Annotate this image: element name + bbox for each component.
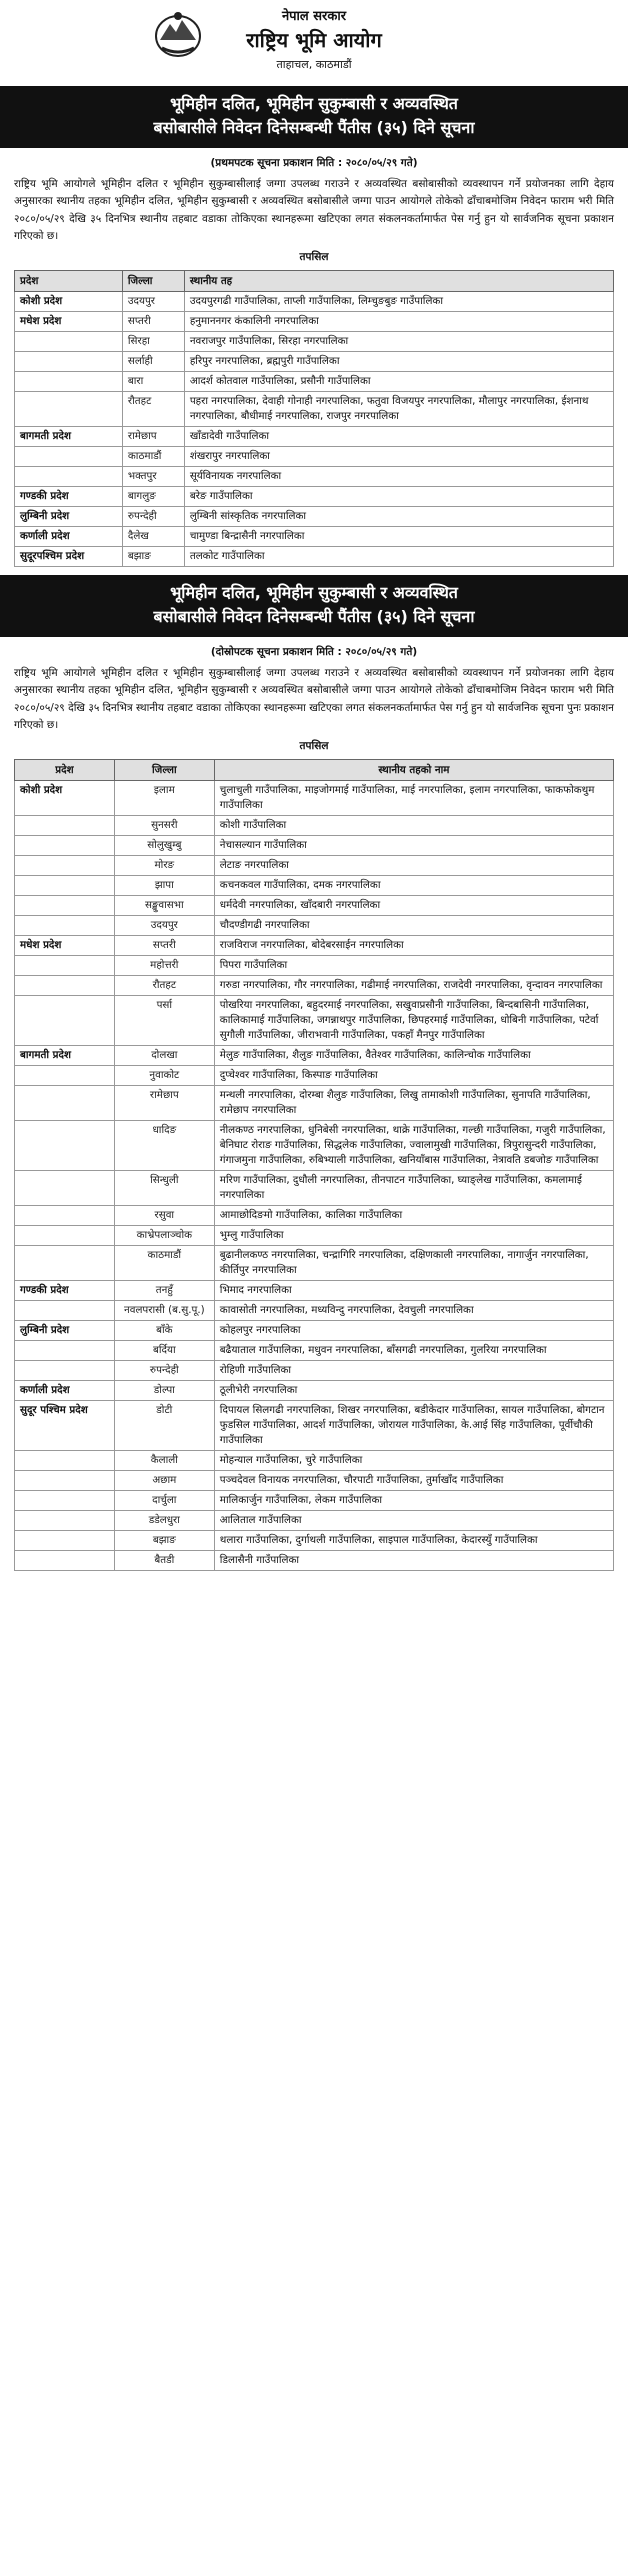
province-cell <box>15 372 123 392</box>
province-cell: सुदूरपश्चिम प्रदेश <box>15 547 123 567</box>
province-cell <box>15 836 115 856</box>
district-cell: दैलेख <box>122 527 184 547</box>
province-cell <box>15 1471 115 1491</box>
district-cell: काठमाडौं <box>114 1246 214 1281</box>
local-level-cell: आदर्श कोतवाल गाउँपालिका, प्रसौनी गाउँपालिका <box>184 372 613 392</box>
local-level-cell: कोहलपुर नगरपालिका <box>214 1321 613 1341</box>
local-level-cell: खाँडादेवी गाउँपालिका <box>184 427 613 447</box>
province-cell <box>15 996 115 1046</box>
district-cell: उदयपुर <box>122 292 184 312</box>
table-row <box>15 1246 614 1281</box>
table-row <box>15 427 614 447</box>
local-level-cell: मालिकार्जुन गाउँपालिका, लेकम गाउँपालिका <box>214 1491 613 1511</box>
local-level-cell: बरेङ गाउँपालिका <box>184 487 613 507</box>
district-cell: सप्तरी <box>114 936 214 956</box>
local-level-cell: पोखरिया नगरपालिका, बहुदरमाई नगरपालिका, सखुवाप्रसौनी गाउँपालिका, बिन्दबासिनी गाउँपालिका, कालिकामाई गाउँपालिका, जगन्नाथपुर गाउँपालिका, छिपहरमाई गाउँपालिका, धोबिनी गाउँपालिका, पटेर्वा सुगौली गाउँपालिका, जीराभवानी गाउँपालिका, पकहाँ मैनपुर गाउँपालिका <box>214 996 613 1046</box>
province-cell: मधेश प्रदेश <box>15 312 123 332</box>
notice-title-line1: भूमिहीन दलित, भूमिहीन सुकुम्बासी र अव्यवस्थित <box>170 583 458 603</box>
table-caption: तपसिल <box>299 740 329 753</box>
district-cell: रामेछाप <box>114 1086 214 1121</box>
table-row <box>15 1301 614 1321</box>
local-level-cell: लुम्बिनी सांस्कृतिक नगरपालिका <box>184 507 613 527</box>
province-cell: कर्णाली प्रदेश <box>15 527 123 547</box>
local-level-cell: मरिण गाउँपालिका, दुधौली नगरपालिका, तीनपाटन गाउँपालिका, घ्याङ्लेख गाउँपालिका, कमलामाई नगरपालिका <box>214 1171 613 1206</box>
district-cell: रसुवा <box>114 1206 214 1226</box>
table-header-cell: स्थानीय तह <box>184 271 613 292</box>
province-cell <box>15 1121 115 1171</box>
province-cell <box>15 1301 115 1321</box>
table-row <box>15 372 614 392</box>
province-cell <box>15 1451 115 1471</box>
notice-title-line2: बसोबासीले निवेदन दिनेसम्बन्धी पैंतीस (३५) दिने सूचना <box>153 607 475 627</box>
table-row <box>15 1226 614 1246</box>
province-cell <box>15 1226 115 1246</box>
local-level-cell: आलिताल गाउँपालिका <box>214 1511 613 1531</box>
district-cell: इलाम <box>114 781 214 816</box>
local-level-cell: डिलासैनी गाउँपालिका <box>214 1551 613 1571</box>
commission-name: राष्ट्रिय भूमि आयोग <box>246 28 382 52</box>
local-level-cell: नीलकण्ठ नगरपालिका, धुनिबेसी नगरपालिका, थाक्रे गाउँपालिका, गल्छी गाउँपालिका, गजुरी गाउँपालिका, बेनिघाट रोराङ गाउँपालिका, सिद्धलेक गाउँपालिका, ज्वालामुखी गाउँपालिका, त्रिपुरासुन्दरी गाउँपालिका, गंगाजमुना गाउँपालिका, रुबिभ्याली गाउँपालिका, खनियाँबास गाउँपालिका, नेत्रावति डबजोङ गाउँपालिका <box>214 1121 613 1171</box>
province-cell: कर्णाली प्रदेश <box>15 1381 115 1401</box>
local-level-cell: ठूलीभेरी नगरपालिका <box>214 1381 613 1401</box>
province-cell <box>15 896 115 916</box>
district-cell: बारा <box>122 372 184 392</box>
district-cell: बझाङ <box>122 547 184 567</box>
notice-title-banner <box>0 86 628 148</box>
district-cell: काभ्रेपलाञ्चोक <box>114 1226 214 1246</box>
table-row <box>15 1171 614 1206</box>
province-cell: लुम्बिनी प्रदेश <box>15 507 123 527</box>
district-cell: रौतहट <box>122 392 184 427</box>
notice-title-line2: बसोबासीले निवेदन दिनेसम्बन्धी पैंतीस (३५) दिने सूचना <box>153 118 475 137</box>
province-cell <box>15 956 115 976</box>
district-cell: काठमाडौं <box>122 447 184 467</box>
local-level-cell: बुढानीलकण्ठ नगरपालिका, चन्द्रागिरि नगरपालिका, दक्षिणकाली नगरपालिका, नागार्जुन नगरपालिका, कीर्तिपुर नगरपालिका <box>214 1246 613 1281</box>
local-level-cell: धर्मदेवी नगरपालिका, खाँदबारी नगरपालिका <box>214 896 613 916</box>
local-level-cell: कचनकवल गाउँपालिका, दमक नगरपालिका <box>214 876 613 896</box>
notice-title-line1: भूमिहीन दलित, भूमिहीन सुकुम्बासी र अव्यवस्थित <box>170 94 458 113</box>
province-cell <box>15 976 115 996</box>
province-cell <box>15 1246 115 1281</box>
province-cell: गण्डकी प्रदेश <box>15 487 123 507</box>
table-row <box>15 312 614 332</box>
district-cell: सप्तरी <box>122 312 184 332</box>
district-cell: अछाम <box>114 1471 214 1491</box>
local-level-cell: तलकोट गाउँपालिका <box>184 547 613 567</box>
province-cell <box>15 447 123 467</box>
notices-container <box>0 86 628 1571</box>
commission-address: ताहाचल, काठमाडौं <box>276 58 352 71</box>
district-cell: दार्चुला <box>114 1491 214 1511</box>
local-level-cell: मन्थली नगरपालिका, दोरम्बा शैलुङ गाउँपालिका, लिखु तामाकोशी गाउँपालिका, सुनापति गाउँपालिका, रामेछाप नगरपालिका <box>214 1086 613 1121</box>
district-cell: डडेलधुरा <box>114 1511 214 1531</box>
table-row <box>15 781 614 816</box>
local-level-cell: पिपरा गाउँपालिका <box>214 956 613 976</box>
table-row <box>15 1451 614 1471</box>
local-level-cell: पञ्चदेवल विनायक नगरपालिका, चौरपाटी गाउँपालिका, तुर्माखाँद गाउँपालिका <box>214 1471 613 1491</box>
table-row <box>15 1086 614 1121</box>
table-header-cell: स्थानीय तहको नाम <box>214 760 613 781</box>
local-level-cell: भुम्लु गाउँपालिका <box>214 1226 613 1246</box>
page-header <box>0 0 628 86</box>
local-level-cell: उदयपुरगढी गाउँपालिका, ताप्ली गाउँपालिका, लिम्चुङबुङ गाउँपालिका <box>184 292 613 312</box>
district-cell: कैलाली <box>114 1451 214 1471</box>
table-row <box>15 1361 614 1381</box>
table-caption: तपसिल <box>299 251 329 264</box>
table-row <box>15 467 614 487</box>
local-level-cell: राजविराज नगरपालिका, बोदेबरसाईन नगरपालिका <box>214 936 613 956</box>
table-row <box>15 527 614 547</box>
local-level-cell: मोहन्याल गाउँपालिका, चुरे गाउँपालिका <box>214 1451 613 1471</box>
local-level-table <box>14 759 614 1571</box>
province-cell <box>15 392 123 427</box>
province-cell <box>15 1511 115 1531</box>
local-level-cell: शंखरापुर नगरपालिका <box>184 447 613 467</box>
district-cell: तनहुँ <box>114 1281 214 1301</box>
table-row <box>15 447 614 467</box>
district-cell: रौतहट <box>114 976 214 996</box>
district-cell: सिरहा <box>122 332 184 352</box>
notice-title-banner <box>0 575 628 637</box>
table-row <box>15 976 614 996</box>
table-header-cell: जिल्ला <box>114 760 214 781</box>
province-cell: बागमती प्रदेश <box>15 427 123 447</box>
table-row <box>15 292 614 312</box>
notice-body: राष्ट्रिय भूमि आयोगले भूमिहीन दलित र भूमिहीन सुकुम्बासीलाई जग्गा उपलब्ध गराउने र अव्यवस्थित बसोबासीको व्यवस्थापन गर्ने प्रयोजनका लागि देहाय अनुसारका स्थानीय तहका भूमिहीन दलित, भूमिहीन सुकुम्बासी र अव्यवस्थित बसोबासीले जग्गा पाउन आयोगले तोकेको ढाँचाबमोजिम निवेदन फाराम भरी मिति २०८०/०५/२९ देखि ३५ दिनभित्र स्थानीय तहबाट वडाका तोकिएका स्थानहरूमा खटिएका लगत संकलनकर्तामार्फत पेस गर्नु हुन यो सार्वजनिक सूचना पुनः प्रकाशन गरिएको छ। <box>14 667 614 732</box>
table-row <box>15 956 614 976</box>
district-cell: सोलुखुम्बु <box>114 836 214 856</box>
local-level-cell: मेलुङ गाउँपालिका, शैलुङ गाउँपालिका, वैतेश्वर गाउँपालिका, कालिन्चोक गाउँपालिका <box>214 1046 613 1066</box>
table-row <box>15 996 614 1046</box>
table-row <box>15 1121 614 1171</box>
province-cell: कोशी प्रदेश <box>15 292 123 312</box>
local-level-cell: चामुण्डा बिन्द्रासैनी नगरपालिका <box>184 527 613 547</box>
local-level-cell: चौदण्डीगढी नगरपालिका <box>214 916 613 936</box>
district-cell: रुपन्देही <box>122 507 184 527</box>
publication-date: (प्रथमपटक सूचना प्रकाशन मिति : २०८०/०५/२९ गते) <box>210 157 418 169</box>
table-row <box>15 896 614 916</box>
local-level-cell: चुलाचुली गाउँपालिका, माइजोगमाई गाउँपालिका, माई नगरपालिका, इलाम नगरपालिका, फाकफोकथुम गाउँपालिका <box>214 781 613 816</box>
table-row <box>15 487 614 507</box>
province-cell <box>15 1551 115 1571</box>
district-cell: मोरङ <box>114 856 214 876</box>
local-level-cell: नवराजपुर गाउँपालिका, सिरहा नगरपालिका <box>184 332 613 352</box>
local-level-cell: गरुडा नगरपालिका, गौर नगरपालिका, गढीमाई नगरपालिका, राजदेवी नगरपालिका, वृन्दावन नगरपालिका <box>214 976 613 996</box>
province-cell <box>15 816 115 836</box>
table-row <box>15 1066 614 1086</box>
table-row <box>15 1381 614 1401</box>
province-cell: लुम्बिनी प्रदेश <box>15 1321 115 1341</box>
local-level-cell: हनुमाननगर कंकालिनी नगरपालिका <box>184 312 613 332</box>
table-row <box>15 392 614 427</box>
local-level-cell: सूर्यविनायक नगरपालिका <box>184 467 613 487</box>
district-cell: सर्लाही <box>122 352 184 372</box>
district-cell: नुवाकोट <box>114 1066 214 1086</box>
province-cell <box>15 856 115 876</box>
notice-section <box>0 86 628 567</box>
local-level-cell: कावासोती नगरपालिका, मध्यविन्दु नगरपालिका, देवचुली नगरपालिका <box>214 1301 613 1321</box>
district-cell: भक्तपुर <box>122 467 184 487</box>
district-cell: बैतडी <box>114 1551 214 1571</box>
local-level-cell: रोहिणी गाउँपालिका <box>214 1361 613 1381</box>
district-cell: नवलपरासी (ब.सु.पू.) <box>114 1301 214 1321</box>
local-level-cell: लेटाङ नगरपालिका <box>214 856 613 876</box>
table-row <box>15 916 614 936</box>
district-cell: बाँके <box>114 1321 214 1341</box>
government-name: नेपाल सरकार <box>281 9 347 24</box>
province-cell <box>15 352 123 372</box>
table-row <box>15 507 614 527</box>
table-row <box>15 1281 614 1301</box>
district-cell: डोल्पा <box>114 1381 214 1401</box>
local-level-cell: दुप्चेश्वर गाउँपालिका, किस्पाङ गाउँपालिका <box>214 1066 613 1086</box>
table-header-cell: जिल्ला <box>122 271 184 292</box>
table-row <box>15 1511 614 1531</box>
table-row <box>15 332 614 352</box>
province-cell: सुदूर पश्चिम प्रदेश <box>15 1401 115 1451</box>
table-row <box>15 1321 614 1341</box>
district-cell: डोटी <box>114 1401 214 1451</box>
local-level-cell: दिपायल सिलगढी नगरपालिका, शिखर नगरपालिका, बडीकेदार गाउँपालिका, सायल गाउँपालिका, बोगटान फुडसिल गाउँपालिका, आदर्श गाउँपालिका, जोरायल गाउँपालिका, के.आई सिंह गाउँपालिका, पूर्वीचौकी गाउँपालिका <box>214 1401 613 1451</box>
local-level-cell: हरिपुर नगरपालिका, ब्रह्मपुरी गाउँपालिका <box>184 352 613 372</box>
table-row <box>15 1491 614 1511</box>
table-row <box>15 816 614 836</box>
district-cell: धादिङ <box>114 1121 214 1171</box>
province-cell <box>15 1066 115 1086</box>
table-row <box>15 1046 614 1066</box>
table-row <box>15 1551 614 1571</box>
table-row <box>15 352 614 372</box>
local-level-cell: नेचासल्यान गाउँपालिका <box>214 836 613 856</box>
table-row <box>15 936 614 956</box>
local-level-cell: पहरा नगरपालिका, देवाही गोनाही नगरपालिका, फतुवा विजयपुर नगरपालिका, मौलापुर नगरपालिका, ईशनाथ नगरपालिका, बौधीमाई नगरपालिका, राजपुर नगरपालिका <box>184 392 613 427</box>
district-cell: बर्दिया <box>114 1341 214 1361</box>
table-row <box>15 856 614 876</box>
publication-date: (दोस्रोपटक सूचना प्रकाशन मिति : २०८०/०५/२९ गते) <box>210 646 418 659</box>
province-cell <box>15 1531 115 1551</box>
table-row <box>15 1531 614 1551</box>
nepal-emblem-icon <box>152 10 204 60</box>
table-row <box>15 1206 614 1226</box>
table-header-row <box>15 760 614 781</box>
province-cell <box>15 332 123 352</box>
local-level-cell: भिमाद नगरपालिका <box>214 1281 613 1301</box>
district-cell: पर्सा <box>114 996 214 1046</box>
province-cell <box>15 1361 115 1381</box>
table-row <box>15 1401 614 1451</box>
local-level-cell: थलारा गाउँपालिका, दुर्गाथली गाउँपालिका, साइपाल गाउँपालिका, केदारस्युँ गाउँपालिका <box>214 1531 613 1551</box>
district-cell: सुनसरी <box>114 816 214 836</box>
district-cell: बागलुङ <box>122 487 184 507</box>
table-header-cell: प्रदेश <box>15 760 115 781</box>
province-cell <box>15 1341 115 1361</box>
province-cell <box>15 467 123 487</box>
district-cell: महोत्तरी <box>114 956 214 976</box>
province-cell: मधेश प्रदेश <box>15 936 115 956</box>
local-level-cell: बढैयाताल गाउँपालिका, मधुवन नगरपालिका, बाँसगढी नगरपालिका, गुलरिया नगरपालिका <box>214 1341 613 1361</box>
local-level-cell: आमाछोदिङमो गाउँपालिका, कालिका गाउँपालिका <box>214 1206 613 1226</box>
province-cell <box>15 1171 115 1206</box>
table-row <box>15 1341 614 1361</box>
district-cell: रुपन्देही <box>114 1361 214 1381</box>
district-cell: झापा <box>114 876 214 896</box>
district-cell: रामेछाप <box>122 427 184 447</box>
province-cell <box>15 1491 115 1511</box>
table-row <box>15 836 614 856</box>
local-level-cell: कोशी गाउँपालिका <box>214 816 613 836</box>
district-cell: सिन्धुली <box>114 1171 214 1206</box>
province-cell: कोशी प्रदेश <box>15 781 115 816</box>
table-header-row <box>15 271 614 292</box>
province-cell <box>15 1206 115 1226</box>
table-header-cell: प्रदेश <box>15 271 123 292</box>
province-cell <box>15 916 115 936</box>
table-row <box>15 876 614 896</box>
notice-section <box>0 575 628 1571</box>
province-cell <box>15 876 115 896</box>
district-cell: सङ्खुवासभा <box>114 896 214 916</box>
district-cell: बझाङ <box>114 1531 214 1551</box>
province-cell <box>15 1086 115 1121</box>
province-cell: बागमती प्रदेश <box>15 1046 115 1066</box>
notice-body: राष्ट्रिय भूमि आयोगले भूमिहीन दलित र भूमिहीन सुकुम्बासीलाई जग्गा उपलब्ध गराउने र अव्यवस्थित बसोबासीको व्यवस्थापन गर्ने प्रयोजनका लागि देहाय अनुसारका स्थानीय तहका भूमिहीन दलित, भूमिहीन सुकुम्बासी र अव्यवस्थित बसोबासीले जग्गा पाउन आयोगले तोकेको ढाँचाबमोजिम निवेदन फाराम भरी मिति २०८०/०५/२९ देखि ३५ दिनभित्र स्थानीय तहबाट वडाका तोकिएका स्थानहरूमा खटिएका लगत संकलनकर्तामार्फत पेस गर्नु हुन यो सार्वजनिक सूचना प्रकाशन गरिएको छ। <box>14 178 614 242</box>
table-row <box>15 1471 614 1491</box>
province-cell: गण्डकी प्रदेश <box>15 1281 115 1301</box>
table-row <box>15 547 614 567</box>
district-cell: दोलखा <box>114 1046 214 1066</box>
local-level-table <box>14 270 614 567</box>
district-cell: उदयपुर <box>114 916 214 936</box>
